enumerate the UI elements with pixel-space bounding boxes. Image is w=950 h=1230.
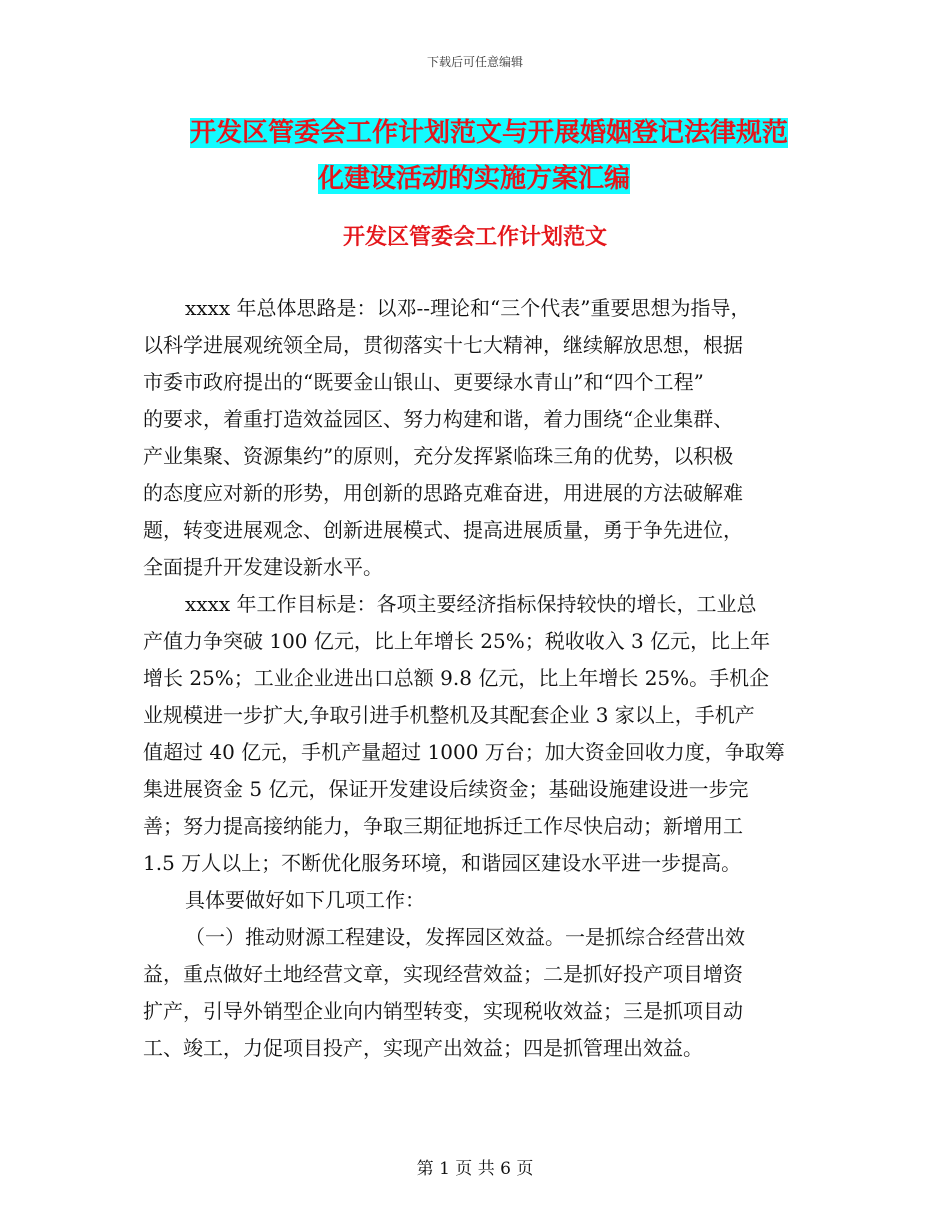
paragraph-1-line: 的态度应对新的形势，用创新的思路克难奋进，用进展的方法破解难 bbox=[143, 481, 743, 505]
paragraph-2-line: 增长 25%；工业企业进出口总额 9.8 亿元，比上年增长 25%。手机企 bbox=[143, 666, 770, 690]
paragraph-1-line: xxxx 年总体思路是：以邓--理论和“三个代表”重要思想为指导， bbox=[185, 296, 751, 320]
paragraph-2-line: 善；努力提高接纳能力，争取三期征地拆迁工作尽快启动；新增用工 bbox=[143, 814, 743, 838]
paragraph-1-line: 以科学进展观统领全局，贯彻落实十七大精神，继续解放思想，根据 bbox=[143, 333, 743, 357]
body-text bbox=[143, 290, 815, 1067]
paragraph-4-line: 益，重点做好土地经营文章，实现经营效益；二是抓好投产项目增资 bbox=[143, 962, 743, 986]
paragraph-4-line: （一）推动财源工程建设，发挥园区效益。一是抓综合经营出效 bbox=[185, 925, 745, 949]
paragraph-2-line: 业规模进一步扩大,争取引进手机整机及其配套企业 3 家以上，手机产 bbox=[143, 703, 755, 727]
paragraph-1-line: 产业集聚、资源集约”的原则，充分发挥紧临珠三角的优势，以积极 bbox=[143, 444, 734, 468]
paragraph-1-line: 全面提升开发建设新水平。 bbox=[143, 555, 383, 579]
paragraph-2-line: 集进展资金 5 亿元，保证开发建设后续资金；基础设施建设进一步完 bbox=[143, 777, 749, 801]
header-note: 下载后可任意编辑 bbox=[426, 55, 523, 69]
section-title: 开发区管委会工作计划范文 bbox=[342, 224, 607, 250]
paragraph-2-line: 产值力争突破 100 亿元，比上年增长 25%；税收收入 3 亿元，比上年 bbox=[143, 629, 771, 653]
paragraph-1-line: 题，转变进展观念、创新进展模式、提高进展质量，勇于争先进位， bbox=[143, 518, 743, 542]
title-line-1 bbox=[190, 110, 810, 156]
paragraph-4-line: 工、竣工，力促项目投产，实现产出效益；四是抓管理出效益。 bbox=[143, 1036, 703, 1060]
paragraph-4-line: 扩产，引导外销型企业向内销型转变，实现税收效益；三是抓项目动 bbox=[143, 999, 743, 1023]
document-title bbox=[190, 110, 810, 202]
title-line-2 bbox=[190, 156, 810, 202]
paragraph-2-line: 值超过 40 亿元，手机产量超过 1000 万台；加大资金回收力度，争取筹 bbox=[143, 740, 785, 764]
paragraph-3-line: 具体要做好如下几项工作： bbox=[185, 888, 425, 912]
paragraph-2-line: 1.5 万人以上；不断优化服务环境，和谐园区建设水平进一步提高。 bbox=[143, 851, 742, 875]
title-line-2-text: 化建设活动的实施方案汇编 bbox=[318, 164, 631, 194]
paragraph-1-line: 的要求，着重打造效益园区、努力构建和谐，着力围绕“企业集群、 bbox=[143, 407, 734, 431]
page-footer: 第 1 页 共 6 页 bbox=[416, 1159, 534, 1179]
title-line-1-text: 开发区管委会工作计划范文与开展婚姻登记法律规范 bbox=[190, 118, 789, 148]
paragraph-1-line: 市委市政府提出的“既要金山银山、更要绿水青山”和“四个工程” bbox=[143, 370, 704, 394]
paragraph-2-line: xxxx 年工作目标是：各项主要经济指标保持较快的增长，工业总 bbox=[185, 592, 757, 616]
